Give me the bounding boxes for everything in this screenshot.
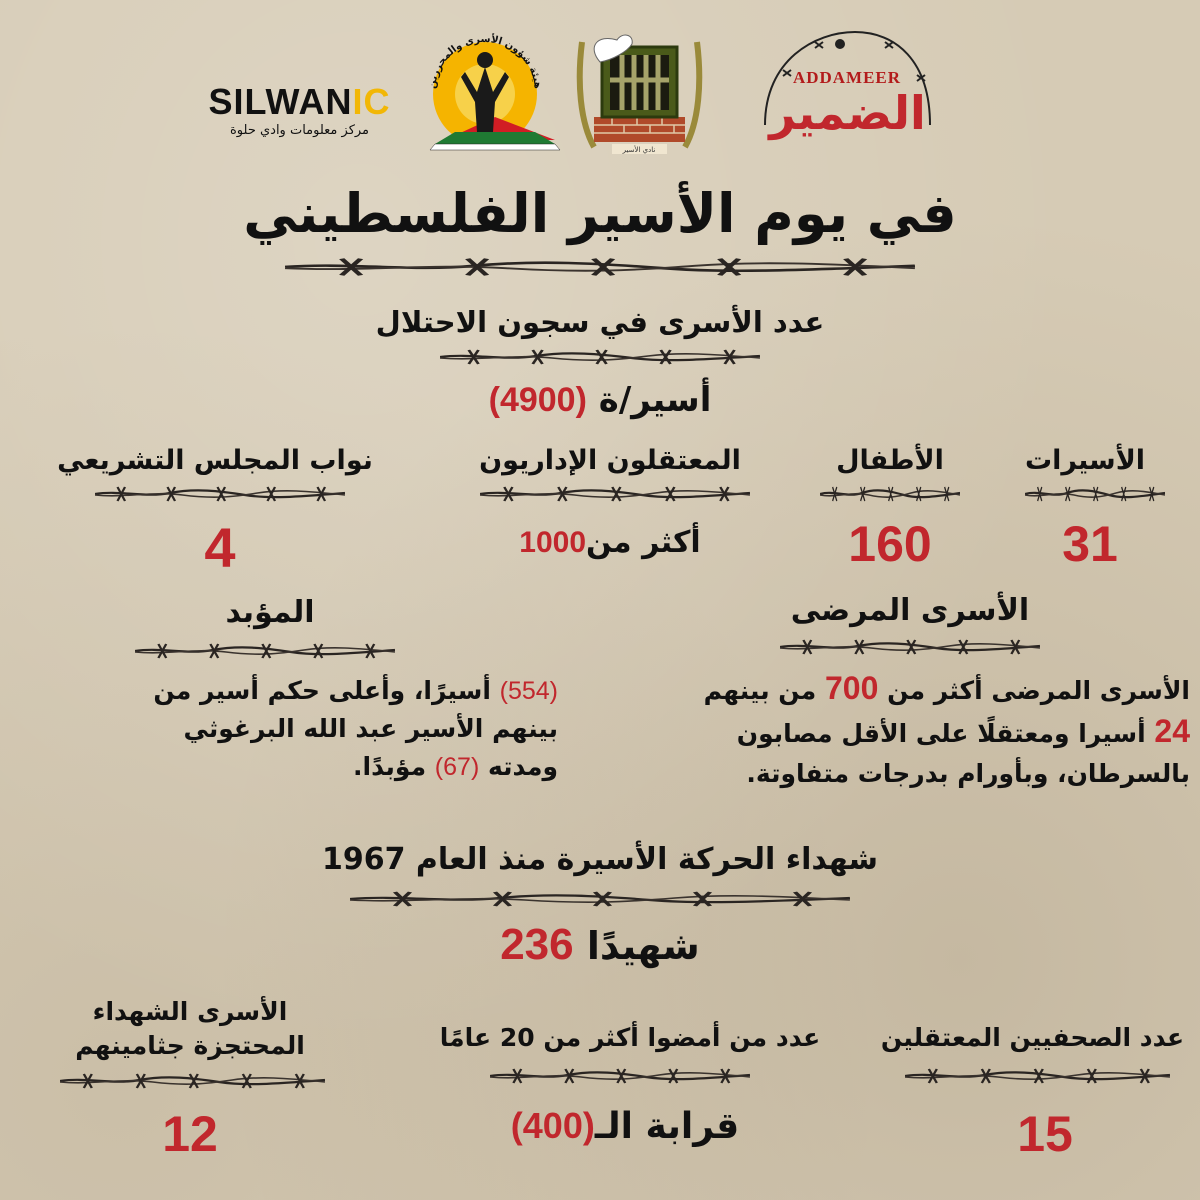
sick-line-2 <box>590 711 1190 754</box>
life-line3-number: (67) <box>434 753 480 781</box>
prisoners-count-heading: عدد الأسرى في سجون الاحتلال <box>375 305 825 339</box>
stat-value-legislative-members: 4 <box>204 516 236 579</box>
stat-value-children: 160 <box>848 516 932 572</box>
sick-line2-number: 24 <box>1154 713 1190 749</box>
sick-heading: الأسرى المرضى <box>790 593 1030 628</box>
sick-line-3: بالسرطان، وبأورام بدرجات متفاوتة. <box>746 759 1190 788</box>
stat-value-female-prisoners: 31 <box>1062 516 1118 572</box>
sick-line2-b: أسيرا ومعتقلًا على الأقل مصابون <box>736 719 1146 748</box>
stat-label-withheld-bodies <box>30 995 350 1063</box>
stat-value-withheld-bodies: 12 <box>162 1106 218 1162</box>
life-line1-b: أسيرًا، وأعلى حكم أسير من <box>153 676 491 705</box>
martyrs-total <box>350 920 850 970</box>
commission-logo <box>405 22 565 157</box>
stat-label-children: الأطفال <box>836 445 944 476</box>
life-line3-a: ومدته <box>487 752 558 781</box>
stat-number-administrative-detainees: 1000 <box>519 526 587 559</box>
sick-description <box>590 668 1190 794</box>
stat-wire-female-prisoners <box>1025 483 1165 505</box>
page-title: في يوم الأسير الفلسطيني <box>243 182 957 245</box>
silwan-logo <box>208 74 391 144</box>
prisoners-club-logo <box>572 22 707 157</box>
stat-wire-journalists <box>905 1065 1170 1087</box>
prisoners-count-number: (4900) <box>488 381 587 419</box>
martyrs-heading: شهداء الحركة الأسيرة منذ العام 1967 <box>321 842 879 877</box>
life-line3-b: مؤبدًا. <box>353 752 427 781</box>
commission-emblem-icon <box>405 22 565 157</box>
stat-number-over-20-years: (400) <box>510 1105 595 1146</box>
life-heading: المؤبد <box>225 595 315 630</box>
stat-wire-withheld-bodies <box>60 1070 325 1092</box>
silwan-logo-name: SILWAN <box>208 80 353 122</box>
silwan-logo-subtitle: مركز معلومات وادي حلوة <box>229 122 370 138</box>
sick-line-1 <box>590 668 1190 711</box>
commission-logo-arc-text: هيئة شؤون الأسرى والمحررين <box>426 33 543 90</box>
stat-label-administrative-detainees: المعتقلون الإداريون <box>479 445 741 476</box>
title-barbed-wire <box>285 254 915 280</box>
stat-prefix-over-20-years: قرابة الـ <box>594 1106 740 1147</box>
stat-wire-legislative-members <box>95 483 345 505</box>
martyrs-unit: شهيدًا <box>586 924 700 968</box>
stat-wire-administrative-detainees <box>480 483 750 505</box>
life-description <box>18 672 558 786</box>
life-wire <box>135 640 395 662</box>
addameer-logo-en: ADDAMEER <box>792 68 902 87</box>
addameer-logo-ar: الضمير <box>769 86 926 140</box>
stat-label-female-prisoners: الأسيرات <box>1024 445 1146 476</box>
stat-value-administrative-detainees <box>455 525 765 560</box>
stat-prefix-administrative-detainees: أكثر من <box>586 525 701 560</box>
prisoners-count-wire <box>440 346 760 368</box>
martyrs-number: 236 <box>500 920 574 969</box>
stat-label-journalists: عدد الصحفيين المعتقلين <box>880 1023 1185 1052</box>
life-line-3 <box>18 748 558 786</box>
sick-wire <box>780 636 1040 658</box>
life-line-2: بينهم الأسير عبد الله البرغوثي <box>183 714 558 743</box>
addameer-logo <box>745 20 945 145</box>
stat-wire-over-20-years <box>490 1065 750 1087</box>
prisoners-count-total <box>300 380 900 420</box>
stat-label-withheld-bodies-line2: المحتجزة جثامينهم <box>75 1031 305 1060</box>
stat-value-journalists: 15 <box>1017 1106 1073 1162</box>
prisoners-club-caption: نادي الأسير <box>622 146 656 154</box>
stat-value-over-20-years <box>450 1105 800 1147</box>
stat-label-legislative-members: نواب المجلس التشريعي <box>57 445 373 476</box>
sick-line1-b: من بينهم <box>703 676 817 705</box>
prison-window-icon <box>572 22 707 157</box>
stat-label-withheld-bodies-line1: الأسرى الشهداء <box>92 997 288 1026</box>
life-line1-number: (554) <box>499 677 558 705</box>
stat-wire-children <box>820 483 960 505</box>
martyrs-wire <box>350 888 850 910</box>
stat-label-over-20-years: عدد من أمضوا أكثر من 20 عامًا <box>439 1023 821 1052</box>
sick-line1-a: الأسرى المرضى أكثر من <box>887 676 1190 705</box>
sick-line1-number: 700 <box>824 670 879 706</box>
life-line-1 <box>18 672 558 710</box>
prisoners-count-unit: أسير/ة <box>598 380 712 420</box>
silwan-logo-suffix: IC <box>352 80 391 122</box>
